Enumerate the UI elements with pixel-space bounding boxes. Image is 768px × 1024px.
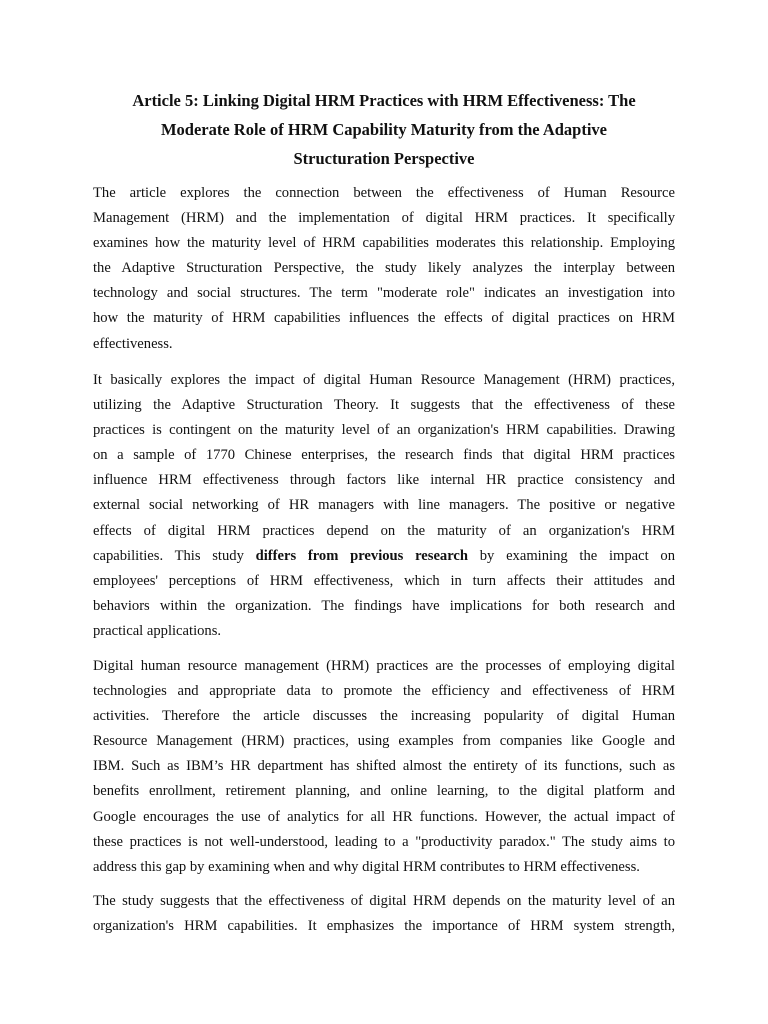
paragraph-3 [93, 654, 675, 880]
title-line: Moderate Role of HRM Capability Maturity from the Adaptive [160, 120, 608, 139]
paragraph-2 [93, 368, 675, 644]
text-line: effects of digital HRM practices depend on the maturity of an organization's HRM [93, 522, 675, 539]
text-line: utilizing the Adaptive Structuration Theory. It suggests that the effectiveness of these [93, 397, 675, 414]
text-line: Resource Management (HRM) practices, using examples from companies like Google and [93, 733, 675, 750]
text-line: IBM. Such as IBM’s HR department has shifted almost the entirety of its functions, such as [93, 758, 675, 775]
text-fragment: capabilities. This study [93, 547, 256, 564]
text-line: Google encourages the use of analytics for all HR functions. However, the actual impact of [93, 808, 675, 825]
text-line: behaviors within the organization. The findings have implications for both research and [93, 597, 675, 614]
text-line: on a sample of 1770 Chinese enterprises, the research finds that digital HRM practices [93, 447, 675, 464]
text-line: technology and social structures. The term "moderate role" indicates an investigation into [93, 285, 675, 302]
text-line: Management (HRM) and the implementation of digital HRM practices. It specifically [93, 210, 675, 227]
text-line: external social networking of HR managers with line managers. The positive or negative [93, 497, 675, 514]
text-line: technologies and appropriate data to promote the efficiency and effectiveness of HRM [93, 683, 675, 700]
text-line: It basically explores the impact of digital Human Resource Management (HRM) practices, [93, 372, 675, 388]
text-line: the Adaptive Structuration Perspective, the study likely analyzes the interplay between [93, 260, 675, 277]
text-line: influence HRM effectiveness through factors like internal HR practice consistency and [93, 472, 675, 489]
paragraph-4 [93, 889, 675, 939]
text-line: address this gap by examining when and why digital HRM contributes to HRM effectiveness. [93, 858, 640, 875]
text-line-with-emphasis [93, 544, 675, 569]
text-line: employees' perceptions of HRM effectiveness, which in turn affects their attitudes and [93, 572, 675, 589]
title-line: Structuration Perspective [293, 149, 475, 168]
paragraph-1 [93, 181, 675, 357]
text-line: how the maturity of HRM capabilities influences the effects of digital practices on HRM [93, 310, 675, 327]
text-line: practices is contingent on the maturity level of an organization's HRM capabilities. Drawing [93, 422, 675, 439]
title-line: Article 5: Linking Digital HRM Practices with HRM Effectiveness: The [132, 91, 636, 110]
text-line: The article explores the connection between the effectiveness of Human Resource [93, 185, 675, 201]
emphasis-text: differs from previous research [255, 547, 469, 564]
text-line: Digital human resource management (HRM) practices are the processes of employing digital [93, 658, 675, 674]
text-fragment: by examining the impact on [468, 547, 675, 564]
text-line: practical applications. [93, 622, 222, 639]
text-line: benefits enrollment, retirement planning, and online learning, to the digital platform and [93, 783, 675, 800]
text-line: these practices is not well-understood, leading to a "productivity paradox." The study aims to [93, 833, 675, 850]
text-line: The study suggests that the effectiveness of digital HRM depends on the maturity level of an [93, 893, 675, 909]
text-line: activities. Therefore the article discusses the increasing popularity of digital Human [93, 708, 675, 725]
text-line: examines how the maturity level of HRM capabilities moderates this relationship. Employing [93, 235, 675, 252]
text-line: organization's HRM capabilities. It emphasizes the importance of HRM system strength, [93, 918, 675, 935]
article-title [92, 86, 676, 173]
text-line: effectiveness. [93, 335, 173, 352]
